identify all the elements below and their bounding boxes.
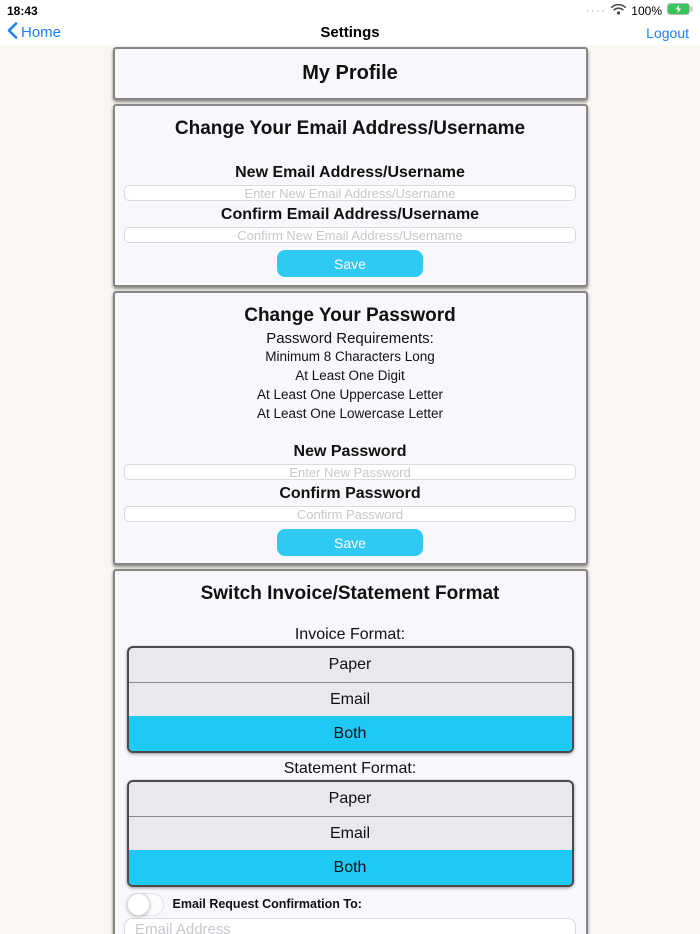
statement-option-email[interactable]: Email xyxy=(129,816,572,850)
change-email-card xyxy=(113,104,588,287)
invoice-format-picker xyxy=(127,646,574,753)
statement-option-paper[interactable]: Paper xyxy=(328,790,372,807)
new-email-input[interactable] xyxy=(124,185,576,201)
password-requirement: At Least One Uppercase Letter xyxy=(256,387,444,402)
statement-format-label: Statement Format: xyxy=(283,760,417,777)
invoice-option-paper[interactable]: Paper xyxy=(328,656,372,673)
invoice-format-label: Invoice Format: xyxy=(294,626,406,643)
confirm-password-input[interactable] xyxy=(124,506,576,522)
format-card xyxy=(113,569,588,934)
password-requirement: At Least One Digit xyxy=(295,368,405,383)
confirm-password-label: Confirm Password xyxy=(279,485,421,502)
confirmation-email-input[interactable] xyxy=(124,918,576,934)
page-title: Settings xyxy=(320,24,380,41)
password-requirement: At Least One Lowercase Letter xyxy=(256,406,444,421)
statement-format-picker xyxy=(127,780,574,887)
email-confirmation-label: Email Request Confirmation To: xyxy=(172,897,362,911)
change-password-title: Change Your Password xyxy=(244,305,456,326)
statement-option-both[interactable]: Both xyxy=(129,850,572,885)
invoice-option-both[interactable]: Both xyxy=(129,716,572,751)
battery-charging-icon xyxy=(667,2,693,20)
battery-percent: 100% xyxy=(631,4,662,18)
change-password-card xyxy=(113,291,588,565)
new-password-input[interactable] xyxy=(124,464,576,480)
settings-content xyxy=(0,45,700,934)
my-profile-title: My Profile xyxy=(302,62,398,84)
my-profile-card xyxy=(113,47,588,100)
nav-bar xyxy=(0,20,700,45)
toggle-knob xyxy=(127,893,150,916)
password-requirements-title: Password Requirements: xyxy=(266,330,434,347)
format-card-title: Switch Invoice/Statement Format xyxy=(200,583,500,604)
invoice-option-email[interactable]: Email xyxy=(129,682,572,716)
save-password-button[interactable]: Save xyxy=(277,529,423,556)
save-email-button[interactable]: Save xyxy=(277,250,423,277)
status-icons xyxy=(586,2,693,20)
cellular-signal-icon: ···· xyxy=(585,5,607,17)
logout-button[interactable]: Logout xyxy=(646,24,689,41)
confirm-email-input[interactable] xyxy=(124,227,576,243)
new-password-label: New Password xyxy=(293,443,407,460)
change-email-title: Change Your Email Address/Username xyxy=(174,118,526,139)
clock: 18:43 xyxy=(7,4,38,18)
password-requirement: Minimum 8 Characters Long xyxy=(265,349,435,364)
new-email-label: New Email Address/Username xyxy=(235,164,465,181)
status-bar xyxy=(0,0,700,20)
chevron-left-icon xyxy=(7,22,18,43)
confirm-email-label: Confirm Email Address/Username xyxy=(220,206,480,223)
email-confirmation-row xyxy=(127,892,586,916)
home-back-button[interactable] xyxy=(7,20,61,45)
wifi-icon xyxy=(611,2,626,20)
home-back-label: Home xyxy=(21,24,62,41)
email-confirmation-toggle[interactable] xyxy=(127,893,164,916)
